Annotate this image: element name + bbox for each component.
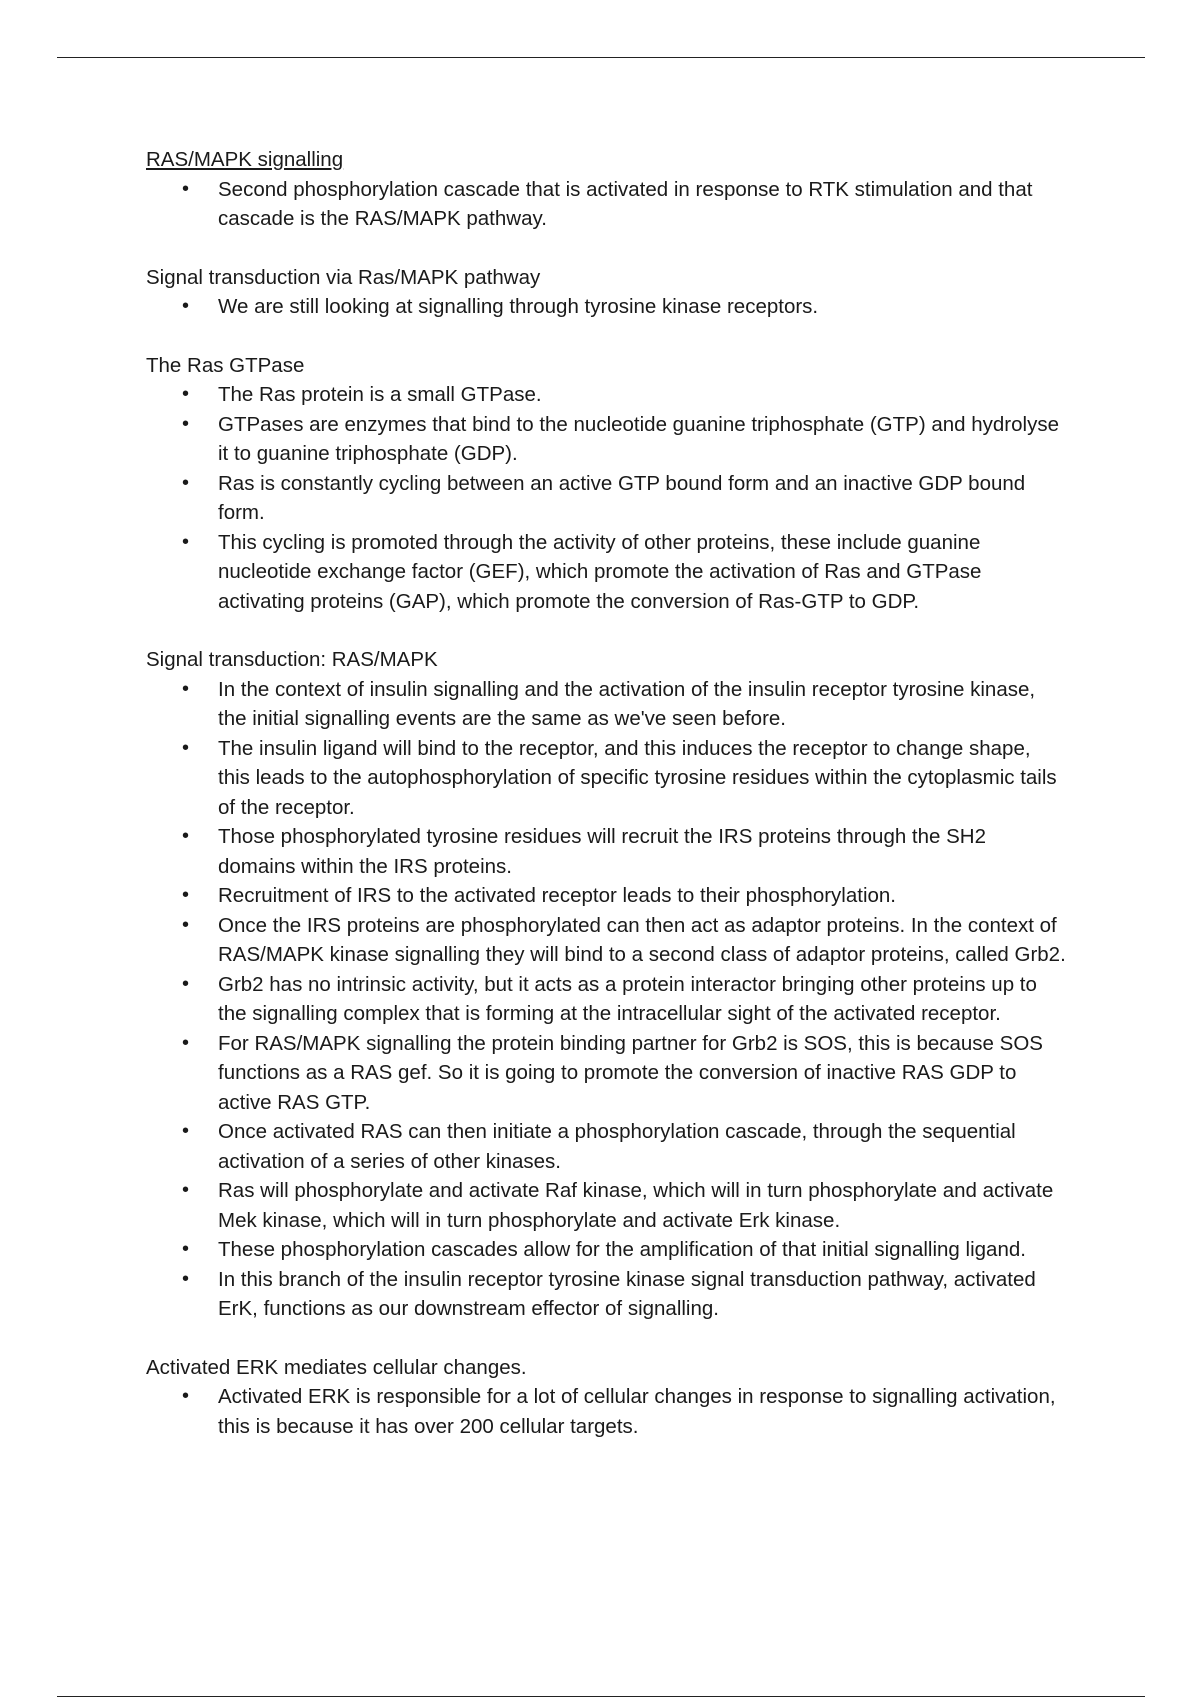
section-activated-erk <box>146 1353 1066 1442</box>
bullet-item: • GTPases are enzymes that bind to the nucleotide guanine triphosphate (GTP) and hydrolyse it to guanine triphosphate (GDP). <box>146 410 1066 469</box>
bullet-item: • Those phosphorylated tyrosine residues will recruit the IRS proteins through the SH2 domains within the IRS proteins. <box>146 822 1066 881</box>
bullet-item: • These phosphorylation cascades allow for the amplification of that initial signalling ligand. <box>146 1235 1066 1265</box>
section-ras-gtpase <box>146 351 1066 617</box>
bullet-list <box>146 1382 1066 1441</box>
bullet-item: • Ras will phosphorylate and activate Raf kinase, which will in turn phosphorylate and activate Mek kinase, which will in turn phosphorylate and activate Erk kinase. <box>146 1176 1066 1235</box>
bullet-list <box>146 675 1066 1324</box>
bullet-item: • In this branch of the insulin receptor tyrosine kinase signal transduction pathway, activated ErK, functions as our downstream effector of signalling. <box>146 1265 1066 1324</box>
section-signal-transduction-ras-mapk-pathway <box>146 263 1066 322</box>
section-heading: Activated ERK mediates cellular changes. <box>146 1355 527 1379</box>
bullet-item: • This cycling is promoted through the activity of other proteins, these include guanine nucleotide exchange factor (GEF), which promote the activation of Ras and GTPase activating proteins (GAP), which promote the conversion of Ras-GTP to GDP. <box>146 528 1066 617</box>
section-heading: The Ras GTPase <box>146 353 305 377</box>
bullet-item: • The insulin ligand will bind to the receptor, and this induces the receptor to change shape, this leads to the autophosphorylation of specific tyrosine residues within the cytoplasmic tails of the receptor. <box>146 734 1066 823</box>
bullet-item: • Activated ERK is responsible for a lot of cellular changes in response to signalling activation, this is because it has over 200 cellular targets. <box>146 1382 1066 1441</box>
bullet-list <box>146 380 1066 616</box>
bullet-list <box>146 292 1066 322</box>
bullet-item: • We are still looking at signalling through tyrosine kinase receptors. <box>146 292 1066 322</box>
bullet-item: • The Ras protein is a small GTPase. <box>146 380 1066 410</box>
bullet-item: • Ras is constantly cycling between an active GTP bound form and an inactive GDP bound form. <box>146 469 1066 528</box>
bullet-list <box>146 175 1066 234</box>
document-body <box>146 145 1066 1470</box>
bullet-item: • Once activated RAS can then initiate a phosphorylation cascade, through the sequential activation of a series of other kinases. <box>146 1117 1066 1176</box>
bullet-item: • In the context of insulin signalling and the activation of the insulin receptor tyrosine kinase, the initial signalling events are the same as we've seen before. <box>146 675 1066 734</box>
bullet-item: • Recruitment of IRS to the activated receptor leads to their phosphorylation. <box>146 881 1066 911</box>
footer-rule <box>57 1696 1145 1697</box>
bullet-item: • Grb2 has no intrinsic activity, but it acts as a protein interactor bringing other proteins up to the signalling complex that is forming at the intracellular sight of the activated receptor. <box>146 970 1066 1029</box>
bullet-item: • Once the IRS proteins are phosphorylated can then act as adaptor proteins. In the context of RAS/MAPK kinase signalling they will bind to a second class of adaptor proteins, called Grb2. <box>146 911 1066 970</box>
section-heading: Signal transduction: RAS/MAPK <box>146 648 438 671</box>
header-rule <box>57 57 1145 58</box>
bullet-item: • Second phosphorylation cascade that is activated in response to RTK stimulation and that cascade is the RAS/MAPK pathway. <box>146 175 1066 234</box>
section-heading: Signal transduction via Ras/MAPK pathway <box>146 265 541 289</box>
section-ras-mapk-signalling <box>146 145 1066 234</box>
section-heading: RAS/MAPK signalling <box>146 148 344 171</box>
bullet-item: • For RAS/MAPK signalling the protein binding partner for Grb2 is SOS, this is because SOS functions as a RAS gef. So it is going to promote the conversion of inactive RAS GDP to active RAS GTP. <box>146 1029 1066 1118</box>
section-signal-transduction-ras-mapk <box>146 645 1066 1324</box>
